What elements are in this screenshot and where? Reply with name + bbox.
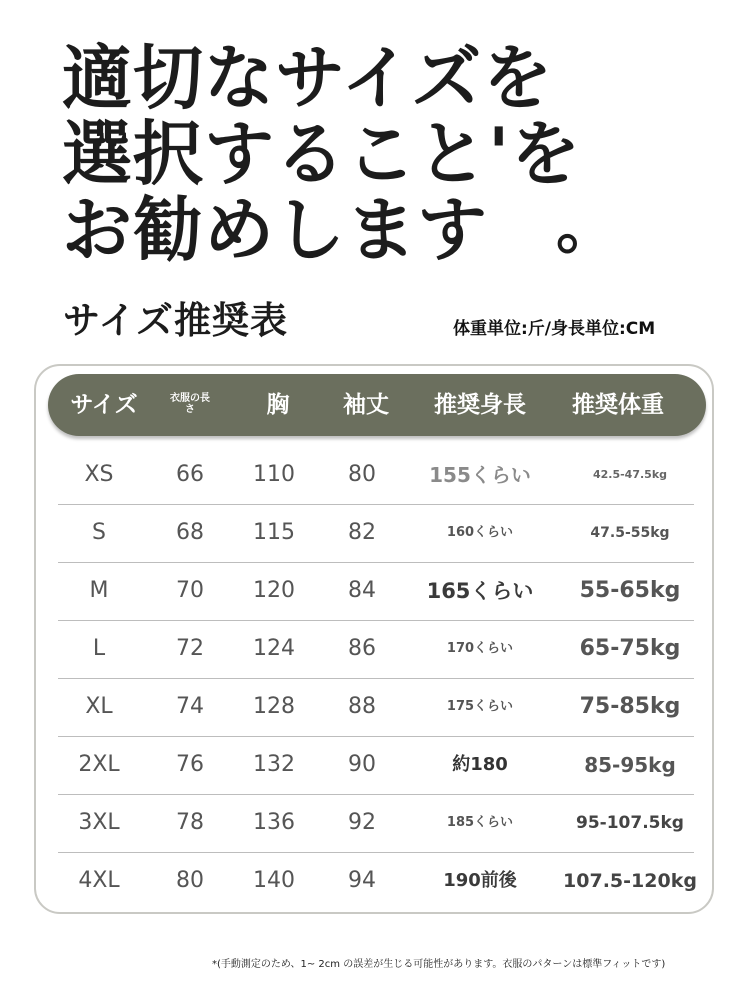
cell-weight: 85-95kg (584, 753, 676, 777)
cell-length: 72 (176, 636, 204, 661)
cell-chest: 124 (253, 636, 295, 661)
cell-size: L (92, 636, 106, 661)
cell-size: S (92, 520, 106, 545)
cell-weight: 55-65kg (579, 578, 681, 603)
cell-weight: 47.5-55kg (590, 525, 670, 541)
cell-length: 74 (176, 694, 204, 719)
cell-size: 4XL (78, 868, 120, 893)
header-weight: 推奨体重 (572, 392, 664, 418)
cell-chest: 120 (253, 578, 295, 603)
header-chest: 胸 (266, 392, 290, 418)
table-row (58, 620, 694, 679)
cell-size: 3XL (78, 810, 120, 835)
table-row (58, 504, 694, 563)
header-height: 推奨身長 (434, 392, 526, 418)
cell-size: XL (85, 694, 113, 719)
units-label: 体重単位:斤/身長単位:CM (453, 319, 656, 339)
cell-height: 155くらい (429, 463, 531, 487)
cell-weight: 107.5-120kg (563, 870, 697, 892)
cell-sleeve: 88 (348, 694, 376, 719)
cell-weight: 65-75kg (579, 636, 681, 661)
cell-sleeve: 82 (348, 520, 376, 545)
cell-sleeve: 94 (348, 868, 376, 893)
table-row (58, 736, 694, 795)
cell-length: 70 (176, 578, 204, 603)
cell-chest: 140 (253, 868, 295, 893)
cell-length: 66 (176, 462, 204, 487)
measurement-note: *(手動測定のため、1~ 2cm の誤差が生じる可能性があります。衣服のパターンは標準フィットです) (212, 959, 666, 970)
cell-height: 160くらい (446, 525, 514, 540)
cell-size: 2XL (78, 752, 120, 777)
header-sleeve: 袖丈 (343, 392, 389, 418)
cell-chest: 136 (253, 810, 295, 835)
headline-line-2: 選択すること'を (62, 113, 582, 195)
cell-length: 78 (176, 810, 204, 835)
table-row (58, 678, 694, 737)
cell-chest: 115 (253, 520, 295, 545)
header-length: 衣服の長 さ (170, 393, 210, 415)
cell-sleeve: 90 (348, 752, 376, 777)
cell-sleeve: 84 (348, 578, 376, 603)
cell-length: 68 (176, 520, 204, 545)
cell-weight: 95-107.5kg (576, 813, 684, 833)
size-chart-title: サイズ推奨表 (63, 299, 289, 342)
headline-line-3: お勧めします (62, 189, 488, 271)
table-row (58, 446, 694, 505)
cell-height: 170くらい (446, 641, 514, 656)
table-row (58, 562, 694, 621)
cell-chest: 128 (253, 694, 295, 719)
cell-height: 165くらい (426, 579, 534, 603)
cell-length: 76 (176, 752, 204, 777)
cell-chest: 110 (253, 462, 295, 487)
cell-weight: 75-85kg (579, 694, 681, 719)
cell-weight: 42.5-47.5kg (592, 468, 668, 481)
headline-period: 。 (556, 189, 619, 262)
cell-length: 80 (176, 868, 204, 893)
cell-size: M (89, 578, 109, 603)
cell-height: 175くらい (446, 699, 514, 714)
table-row (58, 852, 697, 910)
cell-height: 約180 (452, 754, 508, 775)
header-size: サイズ (70, 392, 138, 418)
table-row (58, 794, 694, 853)
cell-size: XS (84, 462, 114, 487)
cell-height: 185くらい (446, 815, 514, 830)
cell-sleeve: 92 (348, 810, 376, 835)
cell-sleeve: 86 (348, 636, 376, 661)
cell-chest: 132 (253, 752, 295, 777)
cell-sleeve: 80 (348, 462, 376, 487)
cell-height: 190前後 (443, 870, 517, 891)
table-header (48, 374, 706, 436)
headline-line-1: 適切なサイズを (62, 37, 554, 119)
